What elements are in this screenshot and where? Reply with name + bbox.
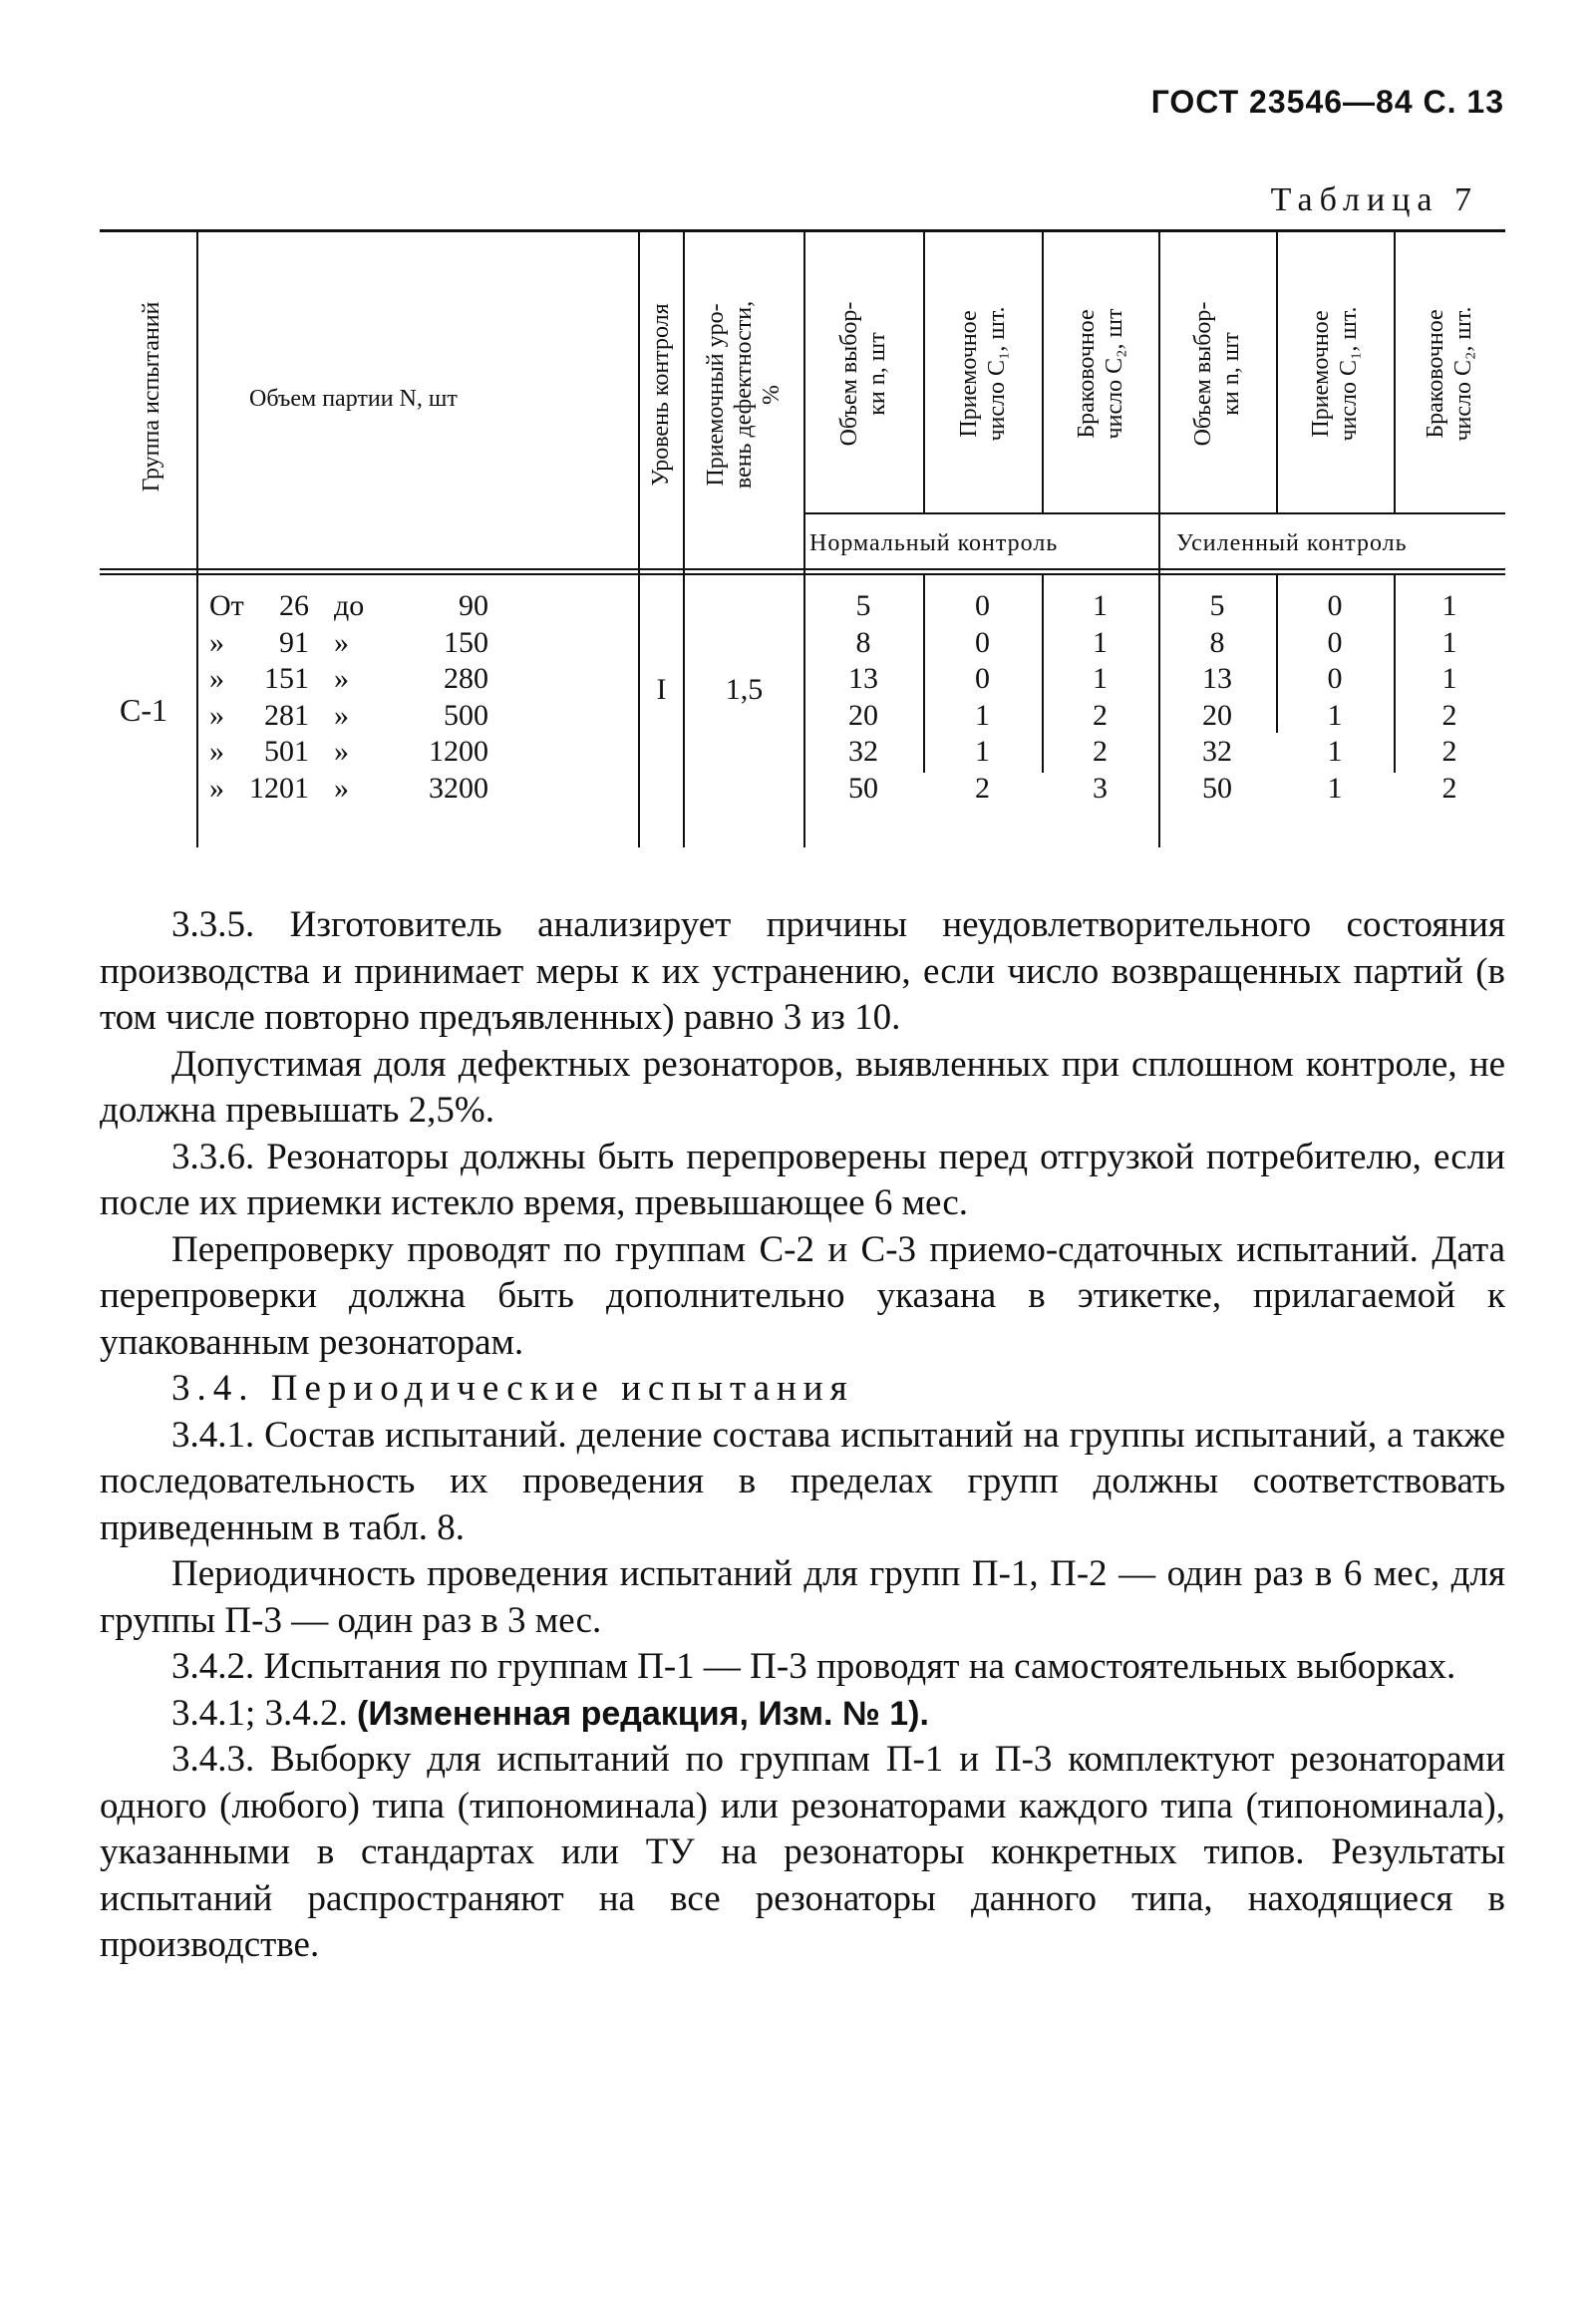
header-normal-rejection bbox=[1073, 309, 1128, 440]
header-line: Браковочное bbox=[1074, 309, 1100, 439]
lot-prefix: » bbox=[209, 698, 224, 732]
paragraph: Периодичность проведения испытаний для групп П-1, П-2 — один раз в 6 мес, для группы П-3 — один раз в 3 мес. bbox=[100, 1553, 1505, 1641]
lot-prefix: » bbox=[209, 625, 224, 659]
value-tc1: 1 bbox=[1327, 771, 1343, 805]
header-line: число C₁, шт. bbox=[984, 306, 1010, 442]
value-c2: 1 bbox=[1093, 662, 1108, 695]
table-top-rule bbox=[100, 229, 1505, 232]
value-tn: 32 bbox=[1202, 735, 1232, 768]
value-tn: 5 bbox=[1209, 589, 1225, 622]
group-cell: С-1 bbox=[120, 692, 167, 728]
amendment-text: (Измененная редакция, Изм. № 1). bbox=[357, 1694, 929, 1733]
page-header: ГОСТ 23546—84 С. 13 bbox=[1150, 84, 1504, 120]
value-tc1: 0 bbox=[1327, 662, 1343, 695]
lot-separator: » bbox=[334, 662, 349, 695]
value-c1: 1 bbox=[975, 735, 990, 768]
header-tight-sample-size bbox=[1189, 302, 1245, 447]
header-aql bbox=[702, 301, 786, 489]
value-c2: 1 bbox=[1093, 589, 1108, 622]
lot-to: 3200 bbox=[429, 771, 488, 805]
value-tn: 8 bbox=[1209, 625, 1225, 659]
lot-to: 280 bbox=[444, 662, 488, 695]
header-aql-line: вень дефектности, bbox=[731, 300, 757, 490]
lot-separator: до bbox=[334, 589, 365, 622]
value-tc2: 2 bbox=[1441, 698, 1457, 732]
header-group: Группа испытаний bbox=[139, 301, 164, 493]
header-line: ки n, шт bbox=[864, 332, 890, 416]
header-line: Объем выбор- bbox=[836, 301, 862, 447]
value-c2: 2 bbox=[1093, 698, 1108, 732]
table-row bbox=[100, 698, 1505, 735]
value-n: 50 bbox=[848, 771, 878, 805]
header-lot-size: Объем партии N, шт bbox=[249, 386, 458, 412]
header-aql-line: % bbox=[759, 385, 785, 405]
normal-control-label: Нормальный контроль bbox=[809, 530, 1059, 556]
value-tc1: 1 bbox=[1327, 735, 1343, 768]
header-line: число C₁, шт. bbox=[1336, 306, 1362, 442]
header-line: Приемочное bbox=[956, 310, 982, 438]
header-normal-acceptance bbox=[955, 306, 1011, 441]
value-c1: 0 bbox=[975, 662, 990, 695]
body-text bbox=[100, 902, 1505, 1969]
section-heading: 3.4. Периодические испытания bbox=[171, 1368, 854, 1409]
paragraph: Перепроверку проводят по группам С-2 и С-3 приемо-сдаточных испытаний. Дата перепроверки должна быть дополнительно указана в этикетке, прилагаемой к упакованным резонаторам. bbox=[100, 1228, 1505, 1363]
value-n: 13 bbox=[848, 662, 878, 695]
lot-from: 501 bbox=[264, 735, 309, 768]
value-tc2: 2 bbox=[1441, 771, 1457, 805]
header-line: число C₂, шт bbox=[1102, 308, 1127, 440]
table-row bbox=[100, 588, 1505, 625]
header-control-level: Уровень контроля bbox=[648, 303, 674, 487]
lot-prefix: » bbox=[209, 735, 224, 768]
subheader-rule bbox=[803, 512, 1505, 514]
lot-to: 90 bbox=[459, 589, 488, 622]
header-line: ки n, шт bbox=[1218, 332, 1244, 416]
header-aql-line: Приемочный уро- bbox=[703, 303, 729, 487]
value-c1: 0 bbox=[975, 625, 990, 659]
col-divider bbox=[1276, 229, 1278, 512]
lot-from: 151 bbox=[264, 662, 309, 695]
lot-to: 150 bbox=[444, 625, 488, 659]
header-tight-rejection bbox=[1422, 306, 1477, 441]
col-divider bbox=[1042, 229, 1044, 512]
paragraph: 3.4.2. Испытания по группам П-1 — П-3 проводят на самостоятельных выборках. bbox=[171, 1646, 1456, 1687]
aql-cell: 1,5 bbox=[725, 673, 764, 706]
paragraph: 3.4.3. Выборку для испытаний по группам П-1 и П-3 комплектуют резонаторами одного (любого) типа (типономинала) или резонаторами каждого типа (типономинала), указанными в стандартах или ТУ на резонаторы конкретных типов. Результаты испытаний распространяют на все резонаторы данного типа, находящиеся в производстве. bbox=[100, 1739, 1505, 1965]
value-n: 20 bbox=[848, 698, 878, 732]
value-c2: 1 bbox=[1093, 625, 1108, 659]
value-c1: 2 bbox=[975, 771, 990, 805]
value-tc1: 0 bbox=[1327, 589, 1343, 622]
value-tc2: 2 bbox=[1441, 735, 1457, 768]
value-tc1: 0 bbox=[1327, 625, 1343, 659]
value-tc2: 1 bbox=[1441, 662, 1457, 695]
value-tc2: 1 bbox=[1441, 625, 1457, 659]
paragraph: 3.3.6. Резонаторы должны быть перепроверены перед отгрузкой потребителю, если после их приемки истекло время, превышающее 6 мес. bbox=[100, 1136, 1505, 1223]
lot-separator: » bbox=[334, 698, 349, 732]
lot-separator: » bbox=[334, 735, 349, 768]
value-tn: 13 bbox=[1202, 662, 1232, 695]
lot-prefix: » bbox=[209, 662, 224, 695]
lot-to: 500 bbox=[444, 698, 488, 732]
lot-to: 1200 bbox=[429, 735, 488, 768]
value-c2: 3 bbox=[1093, 771, 1108, 805]
header-line: Браковочное bbox=[1423, 309, 1448, 439]
amendment-note bbox=[100, 1691, 1505, 1738]
header-line: Приемочное bbox=[1308, 310, 1334, 438]
col-divider bbox=[1158, 229, 1160, 573]
table-header-bottom-rule bbox=[100, 568, 1505, 570]
paragraph: Допустимая доля дефектных резонаторов, выявленных при сплошном контроле, не должна превышать 2,5%. bbox=[100, 1043, 1505, 1131]
amendment-ref: 3.4.1; 3.4.2. bbox=[171, 1692, 348, 1734]
value-tn: 20 bbox=[1202, 698, 1232, 732]
sampling-table bbox=[100, 229, 1505, 847]
lot-from: 281 bbox=[264, 698, 309, 732]
table-row bbox=[100, 734, 1505, 771]
header-normal-sample-size bbox=[835, 302, 891, 447]
value-n: 8 bbox=[855, 625, 871, 659]
value-tc2: 1 bbox=[1441, 589, 1457, 622]
value-tc1: 1 bbox=[1327, 698, 1343, 732]
value-n: 5 bbox=[855, 589, 871, 622]
value-tn: 50 bbox=[1202, 771, 1232, 805]
table-row bbox=[100, 771, 1505, 808]
lot-prefix: От bbox=[209, 589, 244, 622]
col-divider bbox=[923, 229, 925, 512]
value-c1: 0 bbox=[975, 589, 990, 622]
value-n: 32 bbox=[848, 735, 878, 768]
lot-from: 91 bbox=[279, 625, 309, 659]
header-line: Объем выбор- bbox=[1190, 301, 1216, 447]
table-row bbox=[100, 661, 1505, 698]
paragraph: 3.3.5. Изготовитель анализирует причины неудовлетворительного состояния производства и принимает меры к их устранению, если число возвращенных партий (в том числе повторно предъявленных) равно 3 из 10. bbox=[100, 904, 1505, 1038]
table-header-bottom-rule-2 bbox=[100, 573, 1505, 575]
lot-separator: » bbox=[334, 771, 349, 805]
tightened-control-label: Усиленный контроль bbox=[1176, 530, 1408, 556]
header-tight-acceptance bbox=[1307, 306, 1363, 441]
value-c1: 1 bbox=[975, 698, 990, 732]
lot-from: 1201 bbox=[249, 771, 309, 805]
lot-separator: » bbox=[334, 625, 349, 659]
paragraph: 3.4.1. Состав испытаний. деление состава испытаний на группы испытаний, а также последовательность их проведения в пределах групп должны соответствовать приведенным в табл. 8. bbox=[100, 1414, 1505, 1548]
value-c2: 2 bbox=[1093, 735, 1108, 768]
lot-prefix: » bbox=[209, 771, 224, 805]
control-level-cell: I bbox=[656, 673, 667, 706]
header-line: число C₂, шт. bbox=[1450, 306, 1476, 442]
table-caption: Таблица 7 bbox=[1270, 181, 1478, 218]
table-row bbox=[100, 625, 1505, 662]
lot-from: 26 bbox=[279, 589, 309, 622]
col-divider bbox=[1394, 229, 1396, 512]
